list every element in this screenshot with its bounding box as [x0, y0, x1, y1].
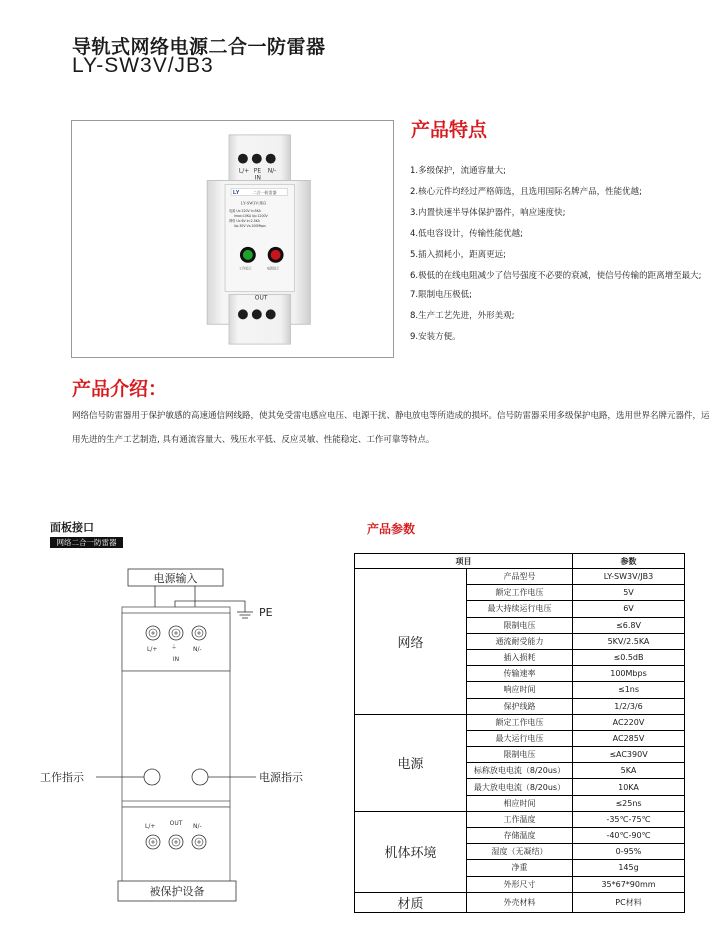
param-value-cell: LY-SW3V/JB3 [573, 569, 685, 585]
device-model: LY-SW3V/JB3 [240, 200, 266, 206]
input-terminals [146, 626, 206, 640]
param-name-cell: 标称放电电流（8/20us） [467, 763, 573, 779]
param-name-cell: 外形尺寸 [467, 876, 573, 892]
out-l-label: L/+ [145, 823, 156, 830]
feature-item: 2.核心元件均经过严格筛选，且选用国际名牌产品，性能优越; [410, 187, 642, 197]
device-spec-2: Imax:10KA Up:1200V [233, 214, 268, 219]
param-value-cell: ≤25ns [573, 795, 685, 811]
device-spec-4: Up:30V Vs:100Mbps [233, 224, 266, 229]
feature-item: 1.多级保护，流通容量大; [410, 166, 506, 176]
feature-item: 9.安装方便。 [410, 332, 461, 342]
photo-out-label: OUT [254, 294, 268, 302]
panel-heading: 面板接口 [50, 521, 94, 534]
table-row [355, 714, 685, 730]
protected-device-label: 被保护设备 [149, 885, 205, 898]
panel-diagram [30, 555, 320, 910]
param-name-cell: 额定工作电压 [467, 714, 573, 730]
param-value-cell: ≤1ns [573, 682, 685, 698]
param-name-cell: 最大运行电压 [467, 730, 573, 746]
param-value-cell: 0-95% [573, 844, 685, 860]
param-value-cell: ≤0.5dB [573, 649, 685, 665]
photo-in-label: IN [254, 174, 262, 182]
device-spec-3: 网络 Uc:6V In:2.5KA [229, 219, 260, 224]
param-value-cell: AC220V [573, 714, 685, 730]
power-indicator-led [192, 769, 208, 785]
out-label: OUT [169, 820, 183, 827]
param-name-cell: 外壳材料 [467, 892, 573, 912]
param-value-cell: 10KA [573, 779, 685, 795]
table-row [355, 811, 685, 827]
param-value-cell: -35℃-75℃ [573, 811, 685, 827]
param-value-cell: PC材料 [573, 892, 685, 912]
param-name-cell: 额定工作电压 [467, 585, 573, 601]
page-title: 导轨式网络电源二合一防雷器 [72, 36, 326, 58]
param-name-cell: 湿度（无凝结） [467, 844, 573, 860]
param-name-cell: 限制电压 [467, 747, 573, 763]
power-indicator-label: 电源指示 [259, 771, 303, 784]
params-table [354, 553, 685, 913]
brand-logo: LY [232, 189, 240, 196]
param-value-cell: 100Mbps [573, 666, 685, 682]
param-value-cell: 6V [573, 601, 685, 617]
param-name-cell: 产品型号 [467, 569, 573, 585]
param-name-cell: 工作温度 [467, 811, 573, 827]
green-led-icon [243, 250, 253, 260]
param-name-cell: 插入损耗 [467, 649, 573, 665]
panel-tag: 网络二合一防雷器 [50, 537, 123, 548]
param-name-cell: 通流耐受能力 [467, 633, 573, 649]
param-name-cell: 存储温度 [467, 828, 573, 844]
device-spec-1: 电源 Uc:220V In:5KA [229, 209, 261, 214]
param-value-cell: ≤6.8V [573, 617, 685, 633]
photo-pe-label: PE [253, 167, 262, 175]
intro-heading: 产品介绍： [72, 378, 168, 400]
photo-power-label: 电源指示 [266, 266, 280, 271]
photo-l-label: L/+ [238, 167, 250, 175]
group-cell: 机体环境 [355, 811, 467, 892]
in-n-label: N/- [193, 646, 202, 653]
table-row [355, 569, 685, 585]
feature-item: 5.插入损耗小，距离更远; [410, 250, 506, 260]
power-input-label: 电源输入 [153, 572, 198, 585]
output-terminals [146, 835, 206, 849]
photo-work-label: 工作指示 [238, 266, 252, 271]
group-cell: 网络 [355, 569, 467, 715]
param-name-cell: 限制电压 [467, 617, 573, 633]
features-heading: 产品特点 [411, 119, 488, 141]
param-value-cell: ≤AC390V [573, 747, 685, 763]
work-indicator-label: 工作指示 [40, 771, 84, 784]
param-value-cell: 5V [573, 585, 685, 601]
param-name-cell: 最大持续运行电压 [467, 601, 573, 617]
feature-item: 7.限制电压极低; [410, 290, 472, 300]
param-value-cell: -40℃-90℃ [573, 828, 685, 844]
table-row [355, 892, 685, 912]
pe-symbol-icon: ⏚ [171, 644, 178, 651]
intro-paragraph: 网络信号防雷器用于保护敏感的高速通信网线路，使其免受雷电感应电压、电源干扰、静电放电等所造成的损坏。信号防雷器采用多级保护电路，选用世界名牌元器件，运用先进的生产工艺制造, 具有通流容量大、残压水平低、反应灵敏、性能稳定、工作可靠等特点。 [72, 411, 710, 445]
product-photo [71, 120, 394, 358]
param-value-cell: 5KA [573, 763, 685, 779]
param-name-cell: 传输速率 [467, 666, 573, 682]
in-l-label: L/+ [147, 646, 158, 653]
feature-item: 6.极低的在线电阻减少了信号强度不必要的衰减，使信号传输的距离增至最大; [410, 271, 702, 281]
feature-item: 4.低电容设计，传输性能优越; [410, 229, 523, 239]
param-name-cell: 最大放电电流（8/20us） [467, 779, 573, 795]
param-name-cell: 净重 [467, 860, 573, 876]
feature-item: 8.生产工艺先进，外形美观; [410, 311, 515, 321]
param-value-cell: AC285V [573, 730, 685, 746]
col-value-header: 参数 [573, 554, 685, 569]
device-name: 二合一防雷器 [252, 189, 277, 195]
out-n-label: N/- [193, 823, 202, 830]
param-name-cell: 保护线路 [467, 698, 573, 714]
photo-n-label: N/- [267, 167, 277, 175]
group-cell: 电源 [355, 714, 467, 811]
bottom-screws [238, 309, 276, 319]
group-cell: 材质 [355, 892, 467, 912]
feature-item: 3.内置快速半导体保护器件，响应速度快; [410, 208, 566, 218]
params-heading: 产品参数 [367, 522, 416, 536]
model-number: LY-SW3V/JB3 [72, 54, 214, 77]
col-item-header: 项目 [355, 554, 573, 569]
features-list [410, 166, 710, 353]
param-value-cell: 1/2/3/6 [573, 698, 685, 714]
table-header-row [355, 554, 685, 569]
in-label: IN [172, 656, 180, 663]
pe-label: PE [259, 606, 273, 619]
param-value-cell: 145g [573, 860, 685, 876]
red-led-icon [271, 250, 281, 260]
params-body [355, 569, 685, 913]
param-value-cell: 35*67*90mm [573, 876, 685, 892]
param-name-cell: 相应时间 [467, 795, 573, 811]
work-indicator-led [144, 769, 160, 785]
param-value-cell: 5KV/2.5KA [573, 633, 685, 649]
param-name-cell: 响应时间 [467, 682, 573, 698]
top-screws [238, 154, 276, 164]
